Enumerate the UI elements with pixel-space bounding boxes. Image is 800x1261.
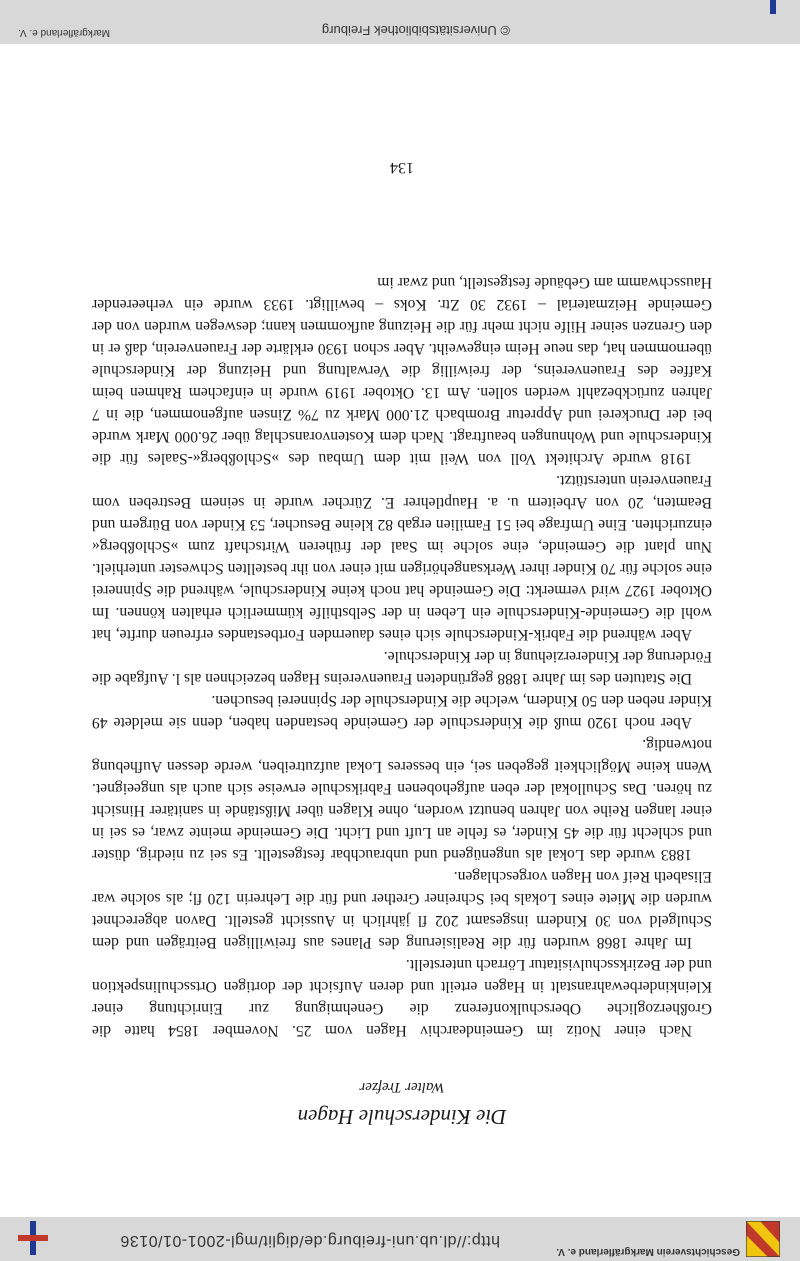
library-mark-icon — [760, 0, 786, 14]
paragraph: 1918 wurde Architekt Voll von Weil mit dem Umbau des »Schloßberg«-Saales für die Kinderschule und Wohnungen beauftragt. Nach dem Kostenvoranschlag über 26.000 Mark wurde bei der Druckerei und Appretur Brombach 21.000 Mark zu 7% Zinsen aufgenommen, die in 7 Jahren zurückbezahlt werden sollen. Am 13. Oktober 1919 wurde in einfachem Rahmen beim Kaffee des Frauenvereins, der freiwillig die Verwaltung und Heizung der Kinderschule übernommen hat, das neue Heim eingeweiht. Aber schon 1930 erklärte der Frauenverein, daß er in den Grenzen seiner Hilfe nicht mehr für die Heizung aufkommen kann; deswegen wurden von der Gemeinde Heizmaterial – 1932 30 Ztr. Koks – bewilligt. 1933 wurde ein verheerender Hausschwamm am Gebäude festgestellt, und zwar im — [92, 274, 712, 467]
library-mark-icon — [18, 1221, 48, 1255]
article-title: Die Kinderschule Hagen — [297, 1105, 507, 1129]
paragraph: Die Statuten des im Jahre 1888 gegründeten Frauenvereins Hagen bezeichnen als l. Aufgabe die Förderung der Kindererziehung in der Kinderschule. — [92, 648, 712, 687]
paragraph: 1883 wurde das Lokal als ungenügend und unbrauchbar festgestellt. Es sei zu niedrig, düster und schlecht für die 45 Kinder, es fehle an Luft und Licht. Die Gemeinde meinte zwar, es sei in einer langen Reihe von Jahren benutzt worden, ohne Klagen über Mißstände in sanitärer Hinsicht zu hören. Das Schullokal der eben aufgehobenen Fabrikschule erweise sich auch als ungeeignet. Wenn keine Möglichkeit gegeben sei, ein besseres Lokal aufzutreiben, werde dessen Aufhebung notwendig. — [92, 736, 712, 863]
article-body — [92, 271, 712, 1041]
paragraph: Aber während die Fabrik-Kinderschule sich eines dauernden Fortbestandes erfreuen durfte, hat wohl die Gemeinde-Kinderschule ein Leben in der Selbsthilfe kümmerlich erhalten können. Im Oktober 1927 wird vermerkt: Die Gemeinde hat noch keine Kinderschule, während die Spinnerei eine solche für 70 Kinder ihrer Werksangehörigen mit einer von ihr bestellten Schwester unterhielt. Nun plant die Gemeinde, eine solche im Saal der früheren Wirtschaft zum »Schloßberg« einzurichten. Eine Umfrage bei 51 Familien ergab 82 kleine Besucher, 53 Kinder von Bürgern und Beamten, 20 von Arbeitern u. a. Hauptlehrer E. Zürcher wurde in seinem Bestreben vom Frauenverein unterstützt. — [92, 472, 712, 643]
page-url-link[interactable]: http://dl.ub.uni-freiburg.de/diglit/mgl-2001-01/0136 — [120, 1232, 500, 1249]
paragraph: Aber noch 1920 muß die Kinderschule der Gemeinde bestanden haben, denn sie meldete 49 Kinder neben den 50 Kindern, welche die Kinderschule der Spinnerei besuchen. — [92, 692, 712, 731]
page-number: 134 — [390, 159, 414, 176]
society-logo-icon — [746, 1221, 780, 1257]
library-credit: © Universitätsbibliothek Freiburg — [321, 23, 510, 38]
society-name: Geschichtsverein Markgräflerland e. V. — [556, 1246, 740, 1257]
paragraph: Nach einer Notiz im Gemeindearchiv Hagen vom 25. November 1854 hatte die Großherzogliche Oberschulkonferenz die Genehmigung zur Einrichtung einer Kleinkinderbewahranstalt in Hagen erteilt und deren Aufsicht der dortigen Ortsschulinspektion und der Bezirksschulvisitatur Lörrach unterstellt. — [92, 956, 712, 1039]
paragraph: Im Jahre 1868 wurden für die Realisierung des Planes aus freiwilligen Beiträgen und dem Schulgeld von 30 Kindern insgesamt 202 fl jährlich in Aussicht gestellt. Davon abgerechnet wurden die Miete eines Lokals bei Schreiner Grether und für die Lehrerin 120 fl; als solche war Elisabeth Reif von Hagen vorgeschlagen. — [92, 868, 712, 951]
article-author: Walter Trefzer — [359, 1079, 445, 1095]
society-name-short: Markgräflerland e. V. — [18, 27, 110, 38]
bottom-toolbar — [0, 0, 800, 44]
top-toolbar — [0, 1217, 800, 1261]
